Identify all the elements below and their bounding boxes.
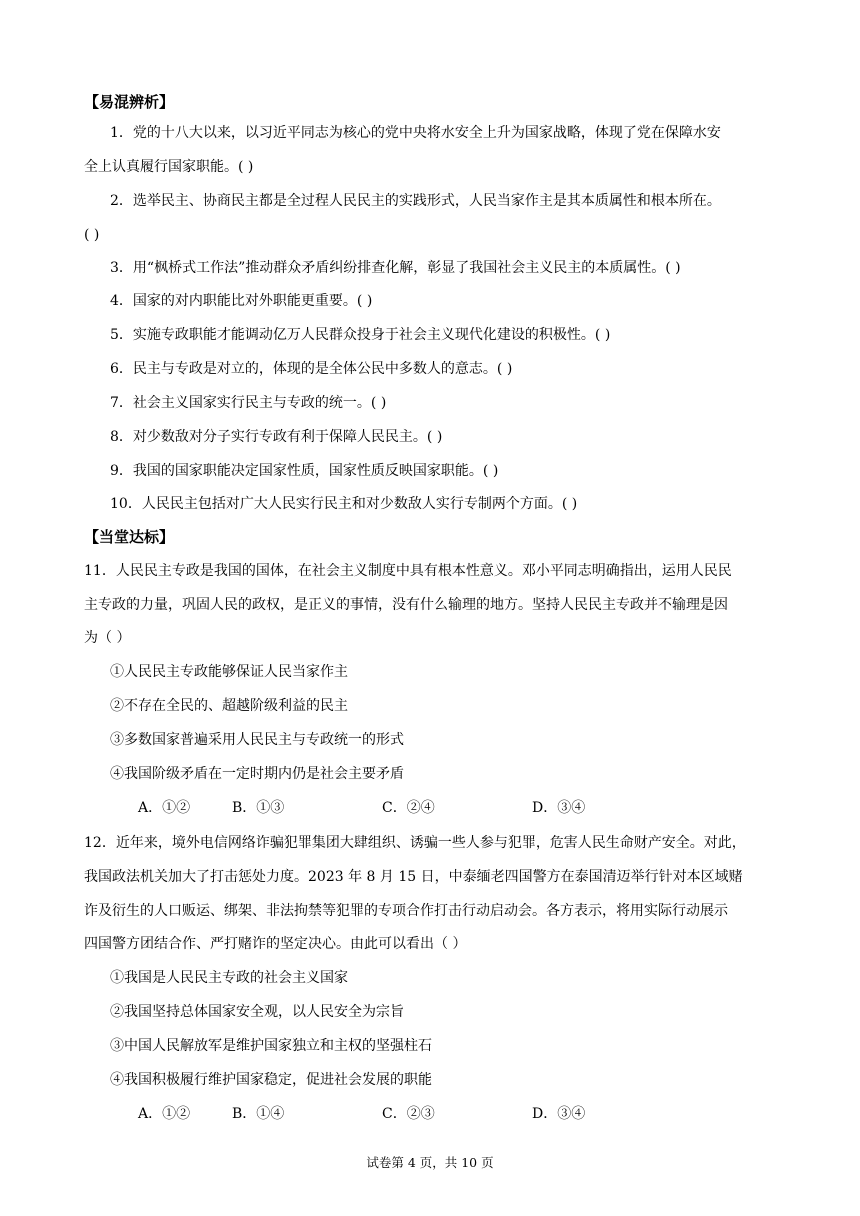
question-12-stem-cont-2: 诈及衍生的人口贩运、绑架、非法拘禁等犯罪的专项合作打击行动启动会。各方表示，将用实际行动展示: [84, 903, 728, 919]
question-11-statement-4: ④我国阶级矛盾在一定时期内仍是社会主要矛盾: [110, 766, 404, 782]
confusion-item-1-cont: 全上认真履行国家职能。( ): [84, 159, 254, 175]
question-11-option-d[interactable]: D．③④: [532, 800, 586, 816]
page-footer: 试卷第 4 页，共 10 页: [366, 1155, 494, 1170]
confusion-item-9: 9．我国的国家职能决定国家性质，国家性质反映国家职能。( ): [110, 463, 499, 479]
question-11-option-c[interactable]: C．②④: [382, 800, 435, 816]
confusion-item-3: 3．用“枫桥式工作法”推动群众矛盾纠纷排查化解，彰显了我国社会主义民主的本质属性。( ): [110, 260, 681, 276]
question-12-statement-3: ③中国人民解放军是维护国家独立和主权的坚强柱石: [110, 1038, 432, 1054]
confusion-item-5: 5．实施专政职能才能调动亿万人民群众投身于社会主义现代化建设的积极性。( ): [110, 327, 611, 343]
question-11-stem: 11．人民民主专政是我国的国体，在社会主义制度中具有根本性意义。邓小平同志明确指出，运用人民民: [84, 563, 732, 579]
confusion-item-6: 6．民主与专政是对立的，体现的是全体公民中多数人的意志。( ): [110, 361, 513, 377]
question-12-statement-2: ②我国坚持总体国家安全观，以人民安全为宗旨: [110, 1004, 404, 1020]
confusion-item-2-cont: ( ): [84, 227, 100, 243]
section-title-practice: 【当堂达标】: [84, 528, 175, 546]
question-11-option-b[interactable]: B．①③: [232, 800, 285, 816]
confusion-item-1: 1．党的十八大以来，以习近平同志为核心的党中央将水安全上升为国家战略，体现了党在保障水安: [110, 125, 721, 141]
question-12-option-c[interactable]: C．②③: [382, 1106, 435, 1122]
confusion-item-10: 10．人民民主包括对广大人民实行民主和对少数敌人实行专制两个方面。( ): [110, 496, 578, 512]
confusion-item-8: 8．对少数敌对分子实行专政有利于保障人民民主。( ): [110, 429, 443, 445]
confusion-item-7: 7．社会主义国家实行民主与专政的统一。( ): [110, 395, 387, 411]
question-12-statement-4: ④我国积极履行维护国家稳定，促进社会发展的职能: [110, 1072, 432, 1088]
question-11-statement-3: ③多数国家普遍采用人民民主与专政统一的形式: [110, 732, 404, 748]
question-11-stem-cont: 主专政的力量，巩固人民的政权，是正义的事情，没有什么输理的地方。坚持人民民主专政并不输理是因: [84, 597, 728, 613]
question-11-statement-1: ①人民民主专政能够保证人民当家作主: [110, 664, 348, 680]
question-11-stem-end: 为（ ）: [84, 630, 131, 646]
question-12-stem-cont-1: 我国政法机关加大了打击惩处力度。2023 年 8 月 15 日，中泰缅老四国警方在泰国清迈举行针对本区域赌: [84, 869, 743, 885]
question-12-option-b[interactable]: B．①④: [232, 1106, 285, 1122]
confusion-item-4: 4．国家的对内职能比对外职能更重要。( ): [110, 293, 373, 309]
question-11-option-a[interactable]: A．①②: [138, 800, 191, 816]
question-12-statement-1: ①我国是人民民主专政的社会主义国家: [110, 970, 348, 986]
confusion-item-2: 2．选举民主、协商民主都是全过程人民民主的实践形式，人民当家作主是其本质属性和根本所在。: [110, 193, 721, 209]
question-11-statement-2: ②不存在全民的、超越阶级利益的民主: [110, 698, 348, 714]
question-12-option-d[interactable]: D．③④: [532, 1106, 586, 1122]
section-title-confusion: 【易混辨析】: [84, 93, 175, 111]
question-12-stem: 12．近年来，境外电信网络诈骗犯罪集团大肆组织、诱骗一些人参与犯罪，危害人民生命财产安全。对此，: [84, 835, 746, 851]
question-12-stem-end: 四国警方团结合作、严打赌诈的坚定决心。由此可以看出（ ）: [84, 936, 467, 952]
question-12-option-a[interactable]: A．①②: [138, 1106, 191, 1122]
